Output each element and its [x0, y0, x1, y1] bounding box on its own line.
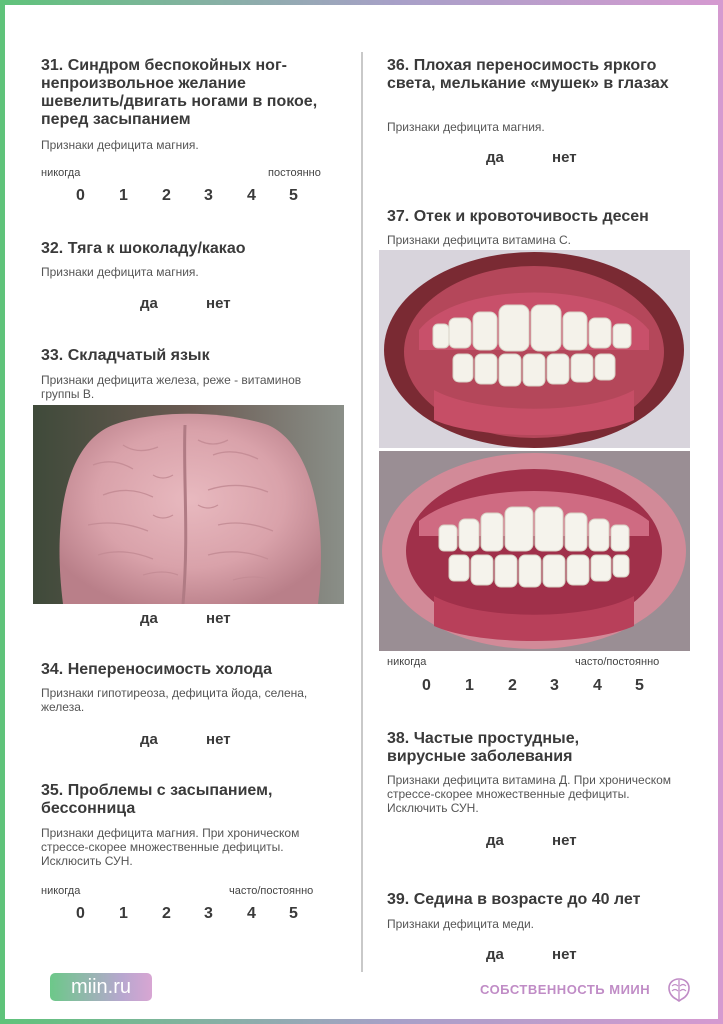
- site-logo[interactable]: miin.ru: [50, 973, 152, 1001]
- q35-option-0[interactable]: 0: [76, 905, 85, 922]
- q34-note: Признаки гипотиреоза, дефицита йода, селена, железа.: [41, 686, 308, 714]
- gums-illustration-2: [379, 451, 690, 651]
- gums-illustration-1: [379, 250, 690, 448]
- q37-note: Признаки дефицита витамина С.: [387, 233, 571, 247]
- q35-title: 35. Проблемы с засыпанием, бессонница: [41, 782, 273, 817]
- column-divider: [361, 52, 363, 972]
- q31-note: Признаки дефицита магния.: [41, 138, 199, 152]
- q38-yes[interactable]: да: [486, 832, 504, 849]
- q36-note: Признаки дефицита магния.: [387, 120, 545, 134]
- frame-left: [0, 0, 5, 1024]
- q33-yes[interactable]: да: [140, 610, 158, 627]
- q36-yes[interactable]: да: [486, 149, 504, 166]
- q37-option-1[interactable]: 1: [465, 677, 474, 694]
- q34-title: 34. Непереносимость холода: [41, 661, 272, 678]
- q33-no[interactable]: нет: [206, 610, 231, 627]
- q39-no[interactable]: нет: [552, 946, 577, 963]
- gums-photo-1: [379, 250, 690, 448]
- q35-scale-right: часто/постоянно: [229, 885, 314, 897]
- q34-yes[interactable]: да: [140, 731, 158, 748]
- q32-answers: [140, 295, 231, 312]
- q37-option-4[interactable]: 4: [593, 677, 602, 694]
- gums-photo-2: [379, 451, 690, 651]
- q35-note: Признаки дефицита магния. При хроническом стрессе-скорее множественные дефициты. Исклюсить СУН.: [41, 826, 300, 868]
- q31-option-3[interactable]: 3: [204, 187, 213, 204]
- q31-scale-left: никогда: [41, 167, 81, 179]
- q35-option-1[interactable]: 1: [119, 905, 128, 922]
- q35-option-5[interactable]: 5: [289, 905, 298, 922]
- q31-option-4[interactable]: 4: [247, 187, 256, 204]
- tongue-photo: [33, 405, 344, 604]
- q38-title: 38. Частые простудные, вирусные заболевания: [387, 730, 580, 765]
- q32-no[interactable]: нет: [206, 295, 231, 312]
- q31-option-2[interactable]: 2: [162, 187, 171, 204]
- frame-bottom: [0, 1019, 723, 1024]
- q38-answers: [486, 832, 577, 849]
- q31-option-5[interactable]: 5: [289, 187, 298, 204]
- q35-option-3[interactable]: 3: [204, 905, 213, 922]
- q33-title: 33. Складчатый язык: [41, 347, 210, 364]
- q34-no[interactable]: нет: [206, 731, 231, 748]
- q39-yes[interactable]: да: [486, 946, 504, 963]
- q36-no[interactable]: нет: [552, 149, 577, 166]
- q33-note: Признаки дефицита железа, реже - витаминов группы В.: [41, 373, 302, 401]
- q35-scale: [76, 905, 316, 925]
- q35-option-4[interactable]: 4: [247, 905, 256, 922]
- q37-option-2[interactable]: 2: [508, 677, 517, 694]
- q35-option-2[interactable]: 2: [162, 905, 171, 922]
- q39-title: 39. Седина в возрасте до 40 лет: [387, 891, 641, 908]
- q35-scale-left: никогда: [41, 885, 81, 897]
- q37-option-3[interactable]: 3: [550, 677, 559, 694]
- q31-scale: [76, 187, 316, 207]
- q32-yes[interactable]: да: [140, 295, 158, 312]
- q37-scale-right: часто/постоянно: [575, 656, 660, 668]
- q37-scale: [422, 677, 662, 697]
- q39-note: Признаки дефицита меди.: [387, 917, 534, 931]
- q37-option-5[interactable]: 5: [635, 677, 644, 694]
- tongue-illustration: [33, 405, 344, 604]
- q36-answers: [486, 149, 577, 166]
- q38-note: Признаки дефицита витамина Д. При хроническом стрессе-скорее множественные дефициты. Исключить СУН.: [387, 773, 672, 815]
- q34-answers: [140, 731, 231, 748]
- owner-mark: СОБСТВЕННОСТЬ МИИН: [480, 982, 651, 997]
- q37-scale-left: никогда: [387, 656, 427, 668]
- q32-title: 32. Тяга к шоколаду/какао: [41, 240, 246, 257]
- q37-title: 37. Отек и кровоточивость десен: [387, 208, 649, 225]
- q38-no[interactable]: нет: [552, 832, 577, 849]
- frame-right: [718, 0, 723, 1024]
- q36-title: 36. Плохая переносимость яркого света, мелькание «мушек» в глазах: [387, 57, 669, 92]
- q33-answers: [140, 610, 231, 627]
- q37-option-0[interactable]: 0: [422, 677, 431, 694]
- brain-icon: [664, 975, 694, 1005]
- frame-top: [0, 0, 723, 5]
- q31-option-1[interactable]: 1: [119, 187, 128, 204]
- q31-scale-right: постоянно: [268, 167, 321, 179]
- q31-title: 31. Синдром беспокойных ног- непроизвольное желание шевелить/двигать ногами в покое, перед засыпанием: [41, 57, 318, 128]
- q32-note: Признаки дефицита магния.: [41, 265, 199, 279]
- q31-option-0[interactable]: 0: [76, 187, 85, 204]
- q39-answers: [486, 946, 577, 963]
